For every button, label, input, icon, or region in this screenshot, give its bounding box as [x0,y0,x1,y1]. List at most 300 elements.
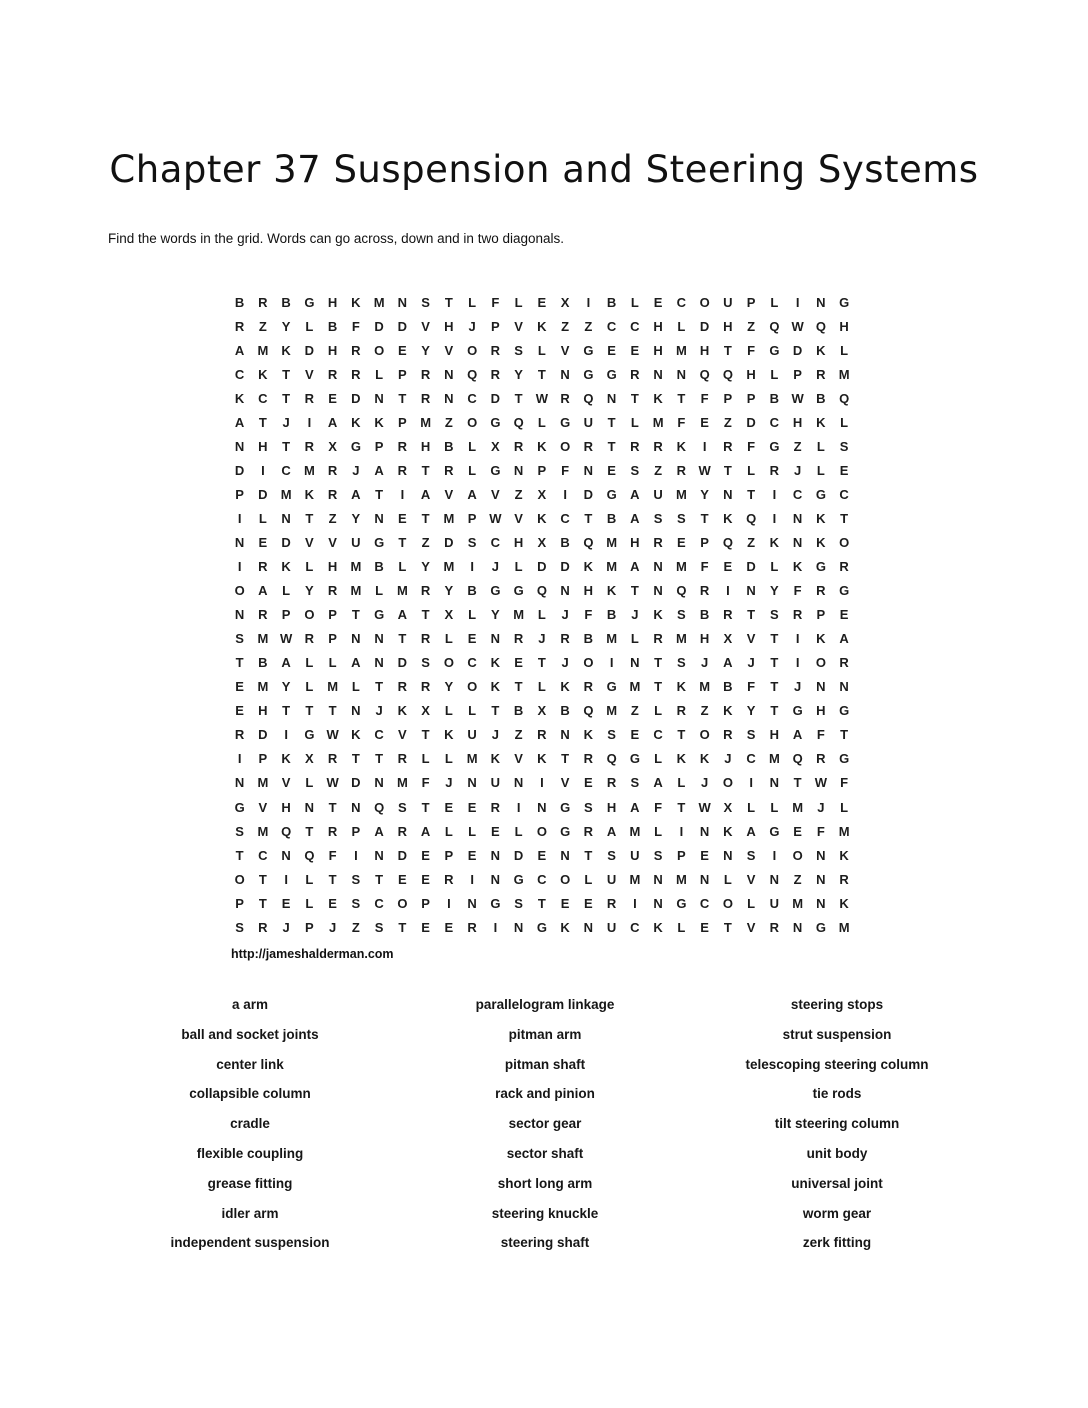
grid-cell: K [653,607,663,623]
grid-cell: L [630,294,639,310]
grid-cell: Y [351,510,361,526]
grid-cell: R [583,438,594,454]
grid-cell: G [606,486,617,502]
grid-cell: N [746,583,756,599]
grid-cell: M [606,559,618,575]
grid-cell: L [398,559,407,575]
word-list-column [684,990,990,1258]
grid-cell: E [281,895,291,911]
grid-cell: D [304,342,315,358]
grid-cell: I [307,414,312,430]
grid-cell: D [374,318,384,334]
grid-cell: L [351,679,360,695]
grid-cell: T [235,847,244,863]
grid-cell: G [490,462,501,478]
grid-cell: R [304,631,315,647]
grid-cell: R [606,895,617,911]
grid-cell: W [279,631,293,647]
grid-cell: C [234,366,245,382]
grid-cell: F [328,847,337,863]
grid-row [228,362,856,386]
grid-row [228,723,856,747]
grid-cell: P [235,895,244,911]
grid-cell: T [305,510,314,526]
word-list-item: pitman arm [508,1026,582,1042]
grid-cell: G [560,414,571,430]
grid-cell: C [374,727,384,743]
grid-cell: E [421,871,430,887]
grid-cell: T [630,583,639,599]
grid-cell: D [351,775,361,791]
grid-cell: T [398,390,407,406]
grid-cell: A [420,486,431,502]
grid-cell: N [444,366,454,382]
grid-cell: T [282,438,291,454]
grid-cell: S [235,919,244,935]
grid-cell: N [769,871,780,887]
grid-cell: G [769,342,780,358]
grid-cell: H [281,799,291,815]
grid-cell: G [374,607,385,623]
grid-cell: N [374,631,384,647]
grid-cell: J [375,703,383,719]
grid-cell: Z [351,919,360,935]
grid-cell: B [281,294,291,310]
grid-cell: P [677,847,686,863]
grid-cell: F [747,438,756,454]
grid-row [228,458,856,482]
grid-row [228,290,856,314]
grid-cell: Z [747,318,756,334]
grid-cell: T [444,294,453,310]
grid-cell: N [816,294,826,310]
grid-cell: E [793,823,802,839]
grid-cell: W [326,727,339,743]
grid-cell: R [420,583,431,599]
grid-cell: M [443,510,455,526]
grid-cell: N [816,871,826,887]
grid-cell: N [234,534,245,550]
grid-cell: H [327,559,338,575]
grid-cell: R [351,366,361,382]
grid-cell: J [747,655,755,671]
grid-cell: K [537,318,547,334]
grid-cell: R [420,390,431,406]
grid-cell: R [653,534,663,550]
grid-cell: X [723,799,733,815]
grid-cell: M [280,486,292,502]
grid-cell: Y [444,583,454,599]
grid-cell: G [769,823,780,839]
word-list-item: independent suspension [170,1235,330,1251]
grid-cell: T [770,703,779,719]
grid-row [228,867,856,891]
grid-cell: L [537,414,546,430]
grid-cell: L [328,655,337,671]
grid-cell: Z [514,486,523,502]
grid-cell: M [396,583,408,599]
grid-cell: D [258,727,268,743]
grid-cell: M [350,583,362,599]
grid-cell: M [838,919,850,935]
grid-cell: L [630,414,639,430]
word-list [0,990,1088,1280]
grid-cell: W [814,775,828,791]
word-list-item: zerk fitting [802,1235,872,1251]
grid-cell: O [722,895,733,911]
grid-cell: O [374,342,385,358]
grid-cell: R [630,438,640,454]
grid-cell: A [630,799,640,815]
grid-cell: I [586,294,591,310]
grid-cell: D [746,414,756,430]
grid-cell: L [375,583,384,599]
grid-cell: Q [792,751,803,767]
grid-cell: K [583,727,594,743]
grid-cell: Y [444,679,454,695]
grid-cell: P [793,366,802,382]
grid-cell: O [560,438,571,454]
grid-cell: N [234,607,245,623]
grid-cell: M [792,799,804,815]
grid-cell: T [630,390,639,406]
grid-cell: L [816,438,825,454]
grid-cell: E [235,703,244,719]
grid-cell: M [675,486,687,502]
grid-cell: L [654,703,663,719]
grid-cell: H [699,342,710,358]
grid-cell: C [560,510,570,526]
grid-cell: R [490,799,501,815]
grid-cell: S [584,799,593,815]
word-list-column [95,990,405,1258]
grid-cell: X [444,607,454,623]
grid-cell: W [489,510,502,526]
grid-cell: I [772,847,777,863]
grid-cell: D [234,462,245,478]
grid-cell: A [327,414,338,430]
grid-cell: B [374,559,384,575]
grid-cell: W [698,462,711,478]
grid-cell: E [839,607,849,623]
grid-cell: E [653,294,663,310]
grid-cell: X [328,438,337,454]
grid-cell: J [561,607,569,623]
grid-cell: N [513,462,524,478]
grid-cell: G [234,799,245,815]
grid-cell: X [537,534,547,550]
grid-cell: T [398,534,407,550]
grid-cell: D [281,534,291,550]
grid-cell: N [653,871,663,887]
grid-cell: A [234,342,245,358]
grid-cell: N [537,799,547,815]
grid-cell: P [374,438,384,454]
grid-cell: N [816,679,826,695]
grid-cell: B [513,703,524,719]
grid-cell: Q [769,318,780,334]
grid-cell: T [700,510,709,526]
grid-cell: F [840,775,849,791]
grid-cell: Y [305,583,314,599]
grid-cell: H [606,799,617,815]
grid-cell: C [746,751,756,767]
grid-cell: Q [281,823,292,839]
grid-cell: T [607,438,616,454]
grid-cell: T [398,631,407,647]
grid-cell: S [677,607,686,623]
grid-cell: K [351,294,361,310]
grid-cell: N [234,775,245,791]
grid-cell: A [258,583,268,599]
grid-cell: T [654,655,663,671]
grid-cell: E [444,919,454,935]
grid-cell: E [584,895,593,911]
grid-cell: E [258,534,268,550]
grid-cell: R [839,871,849,887]
grid-cell: Q [676,583,687,599]
grid-cell: R [723,727,733,743]
grid-cell: J [817,799,825,815]
grid-cell: L [770,294,779,310]
grid-cell: G [490,414,501,430]
grid-cell: E [421,919,430,935]
grid-cell: Y [281,679,291,695]
grid-cell: T [654,679,663,695]
grid-cell: N [513,775,524,791]
grid-cell: M [420,414,432,430]
grid-cell: Z [723,414,732,430]
grid-cell: A [420,823,431,839]
grid-cell: H [653,318,663,334]
grid-cell: X [560,294,570,310]
grid-row [228,699,856,723]
grid-cell: B [467,583,477,599]
grid-cell: C [258,390,268,406]
grid-cell: S [514,342,523,358]
grid-cell: F [747,679,756,695]
grid-cell: H [327,294,338,310]
grid-cell: R [258,607,268,623]
grid-cell: T [537,655,546,671]
grid-cell: E [607,342,616,358]
grid-cell: L [305,559,314,575]
grid-cell: N [560,727,570,743]
grid-cell: O [815,655,826,671]
grid-cell: I [470,559,474,575]
grid-cell: L [421,751,430,767]
grid-cell: U [723,294,733,310]
grid-row [228,338,856,362]
grid-cell: K [537,438,547,454]
grid-cell: A [467,486,477,502]
grid-cell: M [606,631,618,647]
grid-cell: T [770,679,779,695]
grid-cell: R [769,919,780,935]
grid-cell: I [563,486,567,502]
grid-cell: K [653,390,663,406]
word-list-item: rack and pinion [495,1086,595,1102]
grid-cell: R [769,462,780,478]
grid-cell: K [723,703,733,719]
grid-cell: M [606,534,618,550]
grid-cell: E [467,847,477,863]
grid-cell: L [747,462,756,478]
grid-cell: G [560,823,571,839]
grid-cell: A [653,775,663,791]
word-list-item: short long arm [497,1175,593,1191]
grid-cell: K [444,727,454,743]
grid-cell: J [491,727,499,743]
grid-cell: N [467,775,477,791]
grid-cell: V [421,318,430,334]
grid-cell: T [514,390,523,406]
grid-cell: P [305,919,314,935]
grid-cell: O [699,294,710,310]
grid-cell: N [560,583,570,599]
grid-cell: Y [770,583,779,599]
word-list-item: cradle [230,1116,270,1132]
grid-cell: V [444,486,454,502]
grid-cell: W [791,390,804,406]
grid-cell: O [467,342,478,358]
grid-cell: S [839,438,849,454]
grid-cell: E [537,294,547,310]
grid-cell: Y [700,486,709,502]
grid-cell: C [792,486,803,502]
grid-cell: Q [536,583,547,599]
grid-cell: F [421,775,430,791]
grid-cell: T [375,486,384,502]
grid-cell: J [329,919,337,935]
grid-cell: K [490,751,501,767]
grid-cell: N [792,510,803,526]
grid-cell: E [467,631,477,647]
grid-cell: R [560,390,570,406]
grid-cell: K [258,366,268,382]
word-list-item: pitman shaft [504,1056,586,1072]
grid-cell: Z [584,318,593,334]
grid-cell: E [444,799,454,815]
grid-cell: R [723,607,733,623]
grid-cell: Q [583,390,594,406]
grid-cell: A [630,486,640,502]
grid-row [228,819,856,843]
grid-cell: M [629,823,641,839]
grid-cell: U [351,534,361,550]
grid-cell: P [235,486,244,502]
grid-cell: I [447,895,451,911]
grid-cell: L [514,823,523,839]
grid-cell: K [606,583,617,599]
grid-cell: M [396,775,408,791]
grid-cell: G [374,534,385,550]
grid-cell: N [816,895,826,911]
grid-cell: R [490,366,501,382]
grid-cell: T [677,390,686,406]
grid-cell: T [305,703,314,719]
grid-cell: F [561,462,570,478]
grid-cell: T [375,679,384,695]
grid-cell: R [792,607,803,623]
grid-cell: L [770,559,779,575]
grid-row [228,675,856,699]
grid-cell: L [444,751,453,767]
grid-cell: L [723,871,732,887]
grid-cell: E [839,462,849,478]
grid-cell: E [328,895,337,911]
grid-cell: L [305,318,314,334]
grid-cell: R [420,679,431,695]
grid-cell: C [467,655,477,671]
grid-cell: S [514,895,523,911]
grid-cell: M [373,294,385,310]
grid-cell: I [749,775,753,791]
grid-cell: N [630,655,640,671]
grid-cell: J [468,318,476,334]
grid-cell: S [770,607,779,623]
grid-cell: M [466,751,478,767]
grid-cell: N [281,510,291,526]
word-list-item: ball and socket joints [181,1026,319,1042]
grid-row [228,627,856,651]
grid-cell: A [374,823,384,839]
grid-cell: E [514,655,523,671]
grid-cell: J [491,559,499,575]
grid-cell: T [328,871,337,887]
grid-cell: G [490,895,501,911]
grid-cell: T [421,799,430,815]
grid-cell: D [351,390,361,406]
grid-cell: L [537,607,546,623]
word-list-item: unit body [806,1145,868,1161]
grid-cell: T [793,775,802,791]
grid-cell: T [840,727,849,743]
grid-cell: N [351,799,361,815]
grid-cell: L [654,751,663,767]
grid-cell: L [677,919,686,935]
grid-cell: T [328,799,337,815]
grid-cell: K [723,510,733,526]
grid-cell: L [840,342,849,358]
word-list-item: parallelogram linkage [475,997,615,1012]
grid-cell: G [304,294,315,310]
grid-cell: T [723,342,732,358]
grid-cell: L [444,703,453,719]
grid-cell: T [282,366,291,382]
grid-cell: R [327,486,338,502]
grid-cell: Z [654,462,663,478]
grid-cell: R [467,919,477,935]
grid-cell: S [351,871,361,887]
grid-cell: O [234,871,245,887]
grid-cell: S [607,727,616,743]
grid-cell: R [560,631,570,647]
grid-cell: L [258,510,267,526]
grid-cell: L [468,462,477,478]
grid-cell: K [792,559,803,575]
grid-cell: N [374,655,384,671]
grid-cell: C [490,534,501,550]
grid-cell: P [398,366,407,382]
grid-cell: N [653,583,663,599]
grid-cell: L [770,799,779,815]
grid-cell: R [653,438,663,454]
word-list-item: flexible coupling [196,1145,304,1161]
grid-cell: N [606,390,617,406]
grid-cell: A [723,655,733,671]
grid-cell: J [561,655,569,671]
